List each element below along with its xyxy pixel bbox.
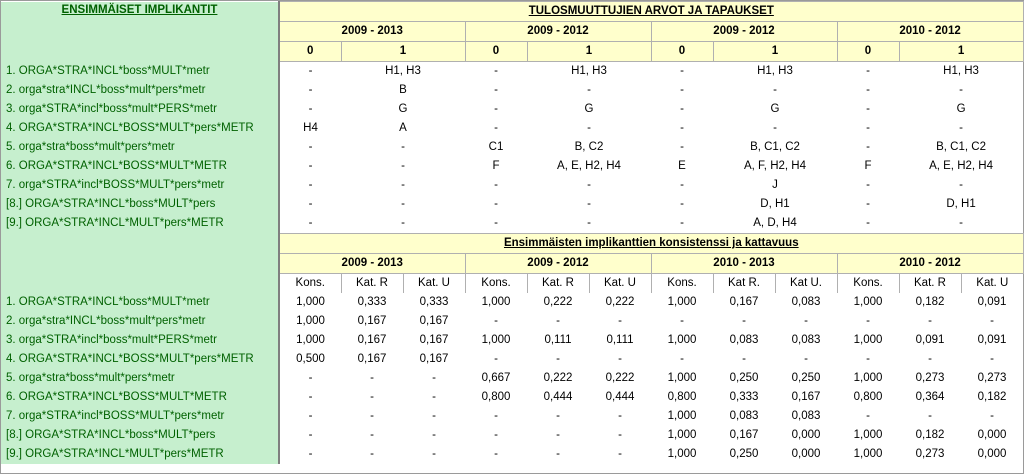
table-cell[interactable]: E [678,160,686,172]
table-cell[interactable]: J [772,179,778,191]
table-cell[interactable]: - [866,353,870,365]
table-cell[interactable]: 0,111 [544,334,572,346]
table-cell[interactable]: - [494,122,498,134]
subheader-cell[interactable]: Kat. U [961,274,1023,294]
implicant-label[interactable]: 2. orga*stra*INCL*boss*mult*pers*metr [1,312,279,331]
table-cell[interactable]: - [866,179,870,191]
table-cell[interactable]: - [556,315,560,327]
table-cell[interactable]: 0,083 [791,334,821,346]
table-cell[interactable]: 0,083 [791,410,821,422]
value-header[interactable]: 0 [465,42,527,62]
table-cell[interactable]: 1,000 [481,296,511,308]
table-cell[interactable]: - [990,410,994,422]
table-row [1,426,1023,445]
table-cell[interactable]: - [401,179,405,191]
table-cell[interactable]: - [308,84,313,96]
table-cell[interactable]: - [308,372,313,384]
table-cell[interactable]: 1,000 [853,334,883,346]
table-cell[interactable]: - [804,315,808,327]
table-row [1,331,1023,350]
table-row [1,119,1023,138]
table-cell[interactable]: H1, H3 [385,65,421,77]
table-cell[interactable]: G [584,103,594,115]
period-header[interactable]: 2009 - 2013 [279,254,465,274]
table-cell[interactable]: - [370,391,374,403]
period-header[interactable]: 2009 - 2012 [465,254,651,274]
table-cell[interactable]: - [370,372,374,384]
table-cell[interactable]: - [680,353,684,365]
table-row [1,407,1023,426]
subheader-cell[interactable]: Kat. R [899,274,961,294]
table-cell[interactable]: A, D, H4 [753,217,797,229]
table-cell[interactable]: 0,667 [481,372,511,384]
implicant-label[interactable]: 4. ORGA*STRA*INCL*BOSS*MULT*pers*METR [1,119,279,138]
table-cell[interactable]: 0,222 [543,372,573,384]
table-cell[interactable]: B, C1, C2 [936,141,986,153]
period-header[interactable]: 2009 - 2012 [651,22,837,42]
table-cell[interactable]: 1,000 [667,334,697,346]
table-cell[interactable]: - [308,160,313,172]
table-cell[interactable]: - [308,217,313,229]
table-row [1,100,1023,119]
table-cell[interactable]: - [618,315,622,327]
table-cell[interactable]: - [618,353,622,365]
table-cell[interactable]: 0,182 [915,429,945,441]
table-cell[interactable]: 0,800 [853,391,883,403]
table-cell[interactable]: - [680,198,684,210]
table-cell[interactable]: 0,250 [791,372,821,384]
table-cell[interactable]: - [587,84,591,96]
table-cell[interactable]: - [618,429,622,441]
table-cell[interactable]: 1,000 [296,315,325,327]
table-row [1,176,1023,195]
table-cell[interactable]: 0,091 [977,296,1007,308]
table-cell[interactable]: 0,222 [543,296,573,308]
table-row [1,214,1023,234]
table-cell[interactable]: - [432,391,436,403]
table-cell[interactable]: 0,167 [357,334,387,346]
table-cell[interactable]: - [680,122,684,134]
table-cell[interactable]: 0,273 [915,372,945,384]
table-cell[interactable]: 1,000 [296,296,325,308]
table-cell[interactable]: 0,500 [296,353,325,365]
value-header[interactable]: 1 [341,42,465,62]
table-cell[interactable]: 0,083 [791,296,821,308]
table-cell[interactable]: 0,333 [419,296,449,308]
table-cell[interactable]: 0,000 [791,448,821,460]
table-cell[interactable]: D, H1 [760,198,790,210]
table-cell[interactable]: 0,800 [481,391,511,403]
implicants-table [1,1,1024,464]
table-cell[interactable]: 1,000 [853,448,883,460]
table-cell[interactable]: - [401,141,405,153]
table-cell[interactable]: 0,273 [915,448,945,460]
table-cell[interactable]: - [370,429,374,441]
table-cell[interactable]: - [680,315,684,327]
table-cell[interactable]: 0,444 [543,391,573,403]
table-cell[interactable]: - [587,179,591,191]
implicant-label[interactable]: 3. orga*STRA*incl*boss*mult*PERS*metr [1,100,279,119]
table-cell[interactable]: 0,167 [357,353,387,365]
table-cell[interactable]: 0,364 [915,391,945,403]
table-cell[interactable]: 0,800 [667,391,697,403]
table-cell[interactable]: - [618,410,622,422]
table-cell[interactable]: 0,273 [977,372,1007,384]
subheader-cell[interactable]: Kat. R [527,274,589,294]
table-cell[interactable]: - [308,448,313,460]
value-header[interactable]: 1 [713,42,837,62]
implicant-label[interactable]: 2. orga*stra*INCL*boss*mult*pers*metr [1,81,279,100]
table-cell[interactable]: 0,250 [729,372,759,384]
table-cell[interactable]: - [556,448,560,460]
table-cell[interactable]: 0,222 [605,372,635,384]
table-cell[interactable]: 0,167 [729,429,759,441]
table-cell[interactable]: G [770,103,780,115]
table-cell[interactable]: - [401,198,405,210]
subheader-cell[interactable]: Kat R. [713,274,775,294]
table-cell[interactable]: A, E, H2, H4 [929,160,993,172]
table-cell[interactable]: - [680,141,684,153]
table-cell[interactable]: - [494,448,498,460]
table-cell[interactable]: 0,167 [729,296,759,308]
period-header[interactable]: 2010 - 2013 [651,254,837,274]
implicant-label[interactable]: 6. ORGA*STRA*INCL*BOSS*MULT*METR [1,388,279,407]
table-cell[interactable]: - [990,315,994,327]
table-cell[interactable]: - [773,122,777,134]
table-cell[interactable]: - [866,141,870,153]
table-cell[interactable]: - [680,84,684,96]
table-cell[interactable]: A, F, H2, H4 [744,160,806,172]
table-cell[interactable]: - [928,410,932,422]
table-cell[interactable]: 0,250 [729,448,759,460]
table-cell[interactable]: - [432,410,436,422]
table-cell[interactable]: H4 [303,122,318,134]
table-cell[interactable]: 1,000 [667,410,697,422]
implicant-label[interactable]: 1. ORGA*STRA*INCL*boss*MULT*metr [1,62,279,82]
table-cell[interactable]: 0,167 [419,334,449,346]
table-cell[interactable]: - [959,217,963,229]
table-cell[interactable]: - [587,122,591,134]
value-header[interactable]: 0 [279,42,341,62]
table-cell[interactable]: - [308,141,313,153]
table-cell[interactable]: A [399,122,407,134]
table-cell[interactable]: 0,167 [419,315,449,327]
table-cell[interactable]: - [928,315,932,327]
table-cell[interactable]: 0,000 [977,429,1007,441]
table-cell[interactable]: G [398,103,408,115]
table-cell[interactable]: 0,091 [977,334,1007,346]
table-cell[interactable]: 0,083 [729,334,759,346]
table-cell[interactable]: 1,000 [481,334,511,346]
table-cell[interactable]: 1,000 [667,429,697,441]
table-cell[interactable]: - [494,84,498,96]
section2-label-blank [1,234,279,294]
section2-title-row [1,234,1023,254]
table-cell[interactable]: 1,000 [667,296,697,308]
implicant-label[interactable]: 3. orga*STRA*incl*boss*mult*PERS*metr [1,331,279,350]
table-cell[interactable]: - [494,217,498,229]
table-cell[interactable]: 0,083 [729,410,759,422]
top-title[interactable]: TULOSMUUTTUJIEN ARVOT JA TAPAUKSET [279,2,1023,22]
table-cell[interactable]: H1, H3 [757,65,793,77]
table-row [1,157,1023,176]
table-cell[interactable]: 1,000 [853,429,883,441]
table-cell[interactable]: - [680,103,684,115]
table-cell[interactable]: - [866,217,870,229]
table-cell[interactable]: - [680,65,684,77]
section2-title[interactable]: Ensimmäisten implikanttien konsistenssi ja kattavuus [279,234,1023,254]
table-cell[interactable]: F [492,160,500,172]
table-cell[interactable]: - [308,391,313,403]
table-cell[interactable]: - [308,198,313,210]
subheader-cell[interactable]: Kons. [651,274,713,294]
table-cell[interactable]: 0,111 [606,334,634,346]
value-header[interactable]: 0 [837,42,899,62]
table-cell[interactable]: - [959,179,963,191]
table-cell[interactable]: B, C1, C2 [750,141,800,153]
implicant-label[interactable]: 1. ORGA*STRA*INCL*boss*MULT*metr [1,293,279,312]
table-cell[interactable]: - [494,179,498,191]
table-row [1,293,1023,312]
implicant-label[interactable]: [8.] ORGA*STRA*INCL*boss*MULT*pers [1,195,279,214]
implicant-label[interactable]: 7. orga*STRA*incl*BOSS*MULT*pers*metr [1,407,279,426]
table-row [1,312,1023,331]
table-cell[interactable]: 0,000 [791,429,821,441]
subheader-cell[interactable]: Kons. [279,274,341,294]
table-row [1,138,1023,157]
table-cell[interactable]: - [308,103,313,115]
table-cell[interactable]: - [494,65,498,77]
table-cell[interactable]: - [866,84,870,96]
table-cell[interactable]: A, E, H2, H4 [557,160,621,172]
table-cell[interactable]: - [680,179,684,191]
table-cell[interactable]: - [742,315,746,327]
table-cell[interactable]: 1,000 [853,296,883,308]
table-cell[interactable]: - [866,122,870,134]
subheader-cell[interactable]: Kat. U [589,274,651,294]
table-row [1,388,1023,407]
table-cell[interactable]: - [804,353,808,365]
table-cell[interactable]: - [587,217,591,229]
implicant-label[interactable]: 6. ORGA*STRA*INCL*BOSS*MULT*METR [1,157,279,176]
table-cell[interactable]: - [990,353,994,365]
header-row-title [1,2,1023,22]
implicant-label[interactable]: 4. ORGA*STRA*INCL*BOSS*MULT*pers*METR [1,350,279,369]
table-cell[interactable]: - [494,429,498,441]
table-cell[interactable]: - [494,315,498,327]
table-cell[interactable]: - [370,410,374,422]
table-cell[interactable]: 0,167 [791,391,821,403]
table-cell[interactable]: - [432,429,436,441]
table-cell[interactable]: 1,000 [667,372,697,384]
table-cell[interactable]: 0,333 [357,296,387,308]
table-row [1,195,1023,214]
table-cell[interactable]: - [773,84,777,96]
table-cell[interactable]: - [866,315,870,327]
table-cell[interactable]: - [959,122,963,134]
period-header[interactable]: 2010 - 2012 [837,22,1023,42]
table-cell[interactable]: - [432,372,436,384]
table-cell[interactable]: F [864,160,872,172]
table-cell[interactable]: - [556,353,560,365]
subheader-cell[interactable]: Kat. U [403,274,465,294]
subheader-cell[interactable]: Kons. [837,274,899,294]
implicant-label[interactable]: 5. orga*stra*boss*mult*pers*metr [1,138,279,157]
subheader-cell[interactable]: Kons. [465,274,527,294]
table-cell[interactable]: H1, H3 [943,65,979,77]
table-cell[interactable]: 0,444 [605,391,635,403]
table-row [1,62,1023,82]
left-title[interactable]: ENSIMMÄISET IMPLIKANTIT [1,2,279,62]
table-cell[interactable]: - [308,429,313,441]
table-cell[interactable]: - [494,353,498,365]
value-header[interactable]: 0 [651,42,713,62]
table-cell[interactable]: - [680,217,684,229]
table-cell[interactable]: 0,222 [605,296,635,308]
table-cell[interactable]: - [742,353,746,365]
table-cell[interactable]: 0,167 [357,315,387,327]
table-row [1,350,1023,369]
table-cell[interactable]: 1,000 [296,334,325,346]
table-cell[interactable]: - [308,65,313,77]
table-cell[interactable]: - [494,103,498,115]
table-cell[interactable]: G [956,103,966,115]
table-cell[interactable]: B [399,84,407,96]
table-row [1,445,1023,464]
period-header[interactable]: 2010 - 2012 [837,254,1023,274]
table-cell[interactable]: B, C2 [574,141,604,153]
table-body [1,2,1023,465]
table-row [1,369,1023,388]
table-cell[interactable]: 0,167 [419,353,449,365]
table-cell[interactable]: 0,182 [915,296,945,308]
table-cell[interactable]: 0,091 [915,334,945,346]
table-row [1,81,1023,100]
implicant-label[interactable]: [9.] ORGA*STRA*INCL*MULT*pers*METR [1,445,279,464]
table-cell[interactable]: - [494,198,498,210]
table-cell[interactable]: - [556,429,560,441]
table-cell[interactable]: - [401,217,405,229]
table-cell[interactable]: - [494,410,498,422]
table-cell[interactable]: 0,333 [729,391,759,403]
implicant-label[interactable]: 7. orga*STRA*incl*BOSS*MULT*pers*metr [1,176,279,195]
table-cell[interactable]: - [959,84,963,96]
subheader-cell[interactable]: Kat U. [775,274,837,294]
implicant-label[interactable]: [8.] ORGA*STRA*INCL*boss*MULT*pers [1,426,279,445]
implicant-label[interactable]: [9.] ORGA*STRA*INCL*MULT*pers*METR [1,214,279,234]
value-header[interactable]: 1 [899,42,1023,62]
table-cell[interactable]: - [556,410,560,422]
table-cell[interactable]: - [308,410,313,422]
value-header[interactable]: 1 [527,42,651,62]
table-cell[interactable]: - [866,103,870,115]
period-header[interactable]: 2009 - 2013 [279,22,465,42]
table-cell[interactable]: - [866,410,870,422]
subheader-cell[interactable]: Kat. R [341,274,403,294]
table-cell[interactable]: - [587,198,591,210]
table-cell[interactable]: 0,182 [977,391,1007,403]
table-cell[interactable]: D, H1 [946,198,976,210]
table-cell[interactable]: 1,000 [667,448,697,460]
period-header[interactable]: 2009 - 2012 [465,22,651,42]
table-cell[interactable]: C1 [488,141,504,153]
table-cell[interactable]: - [618,448,622,460]
table-cell[interactable]: - [308,179,313,191]
table-cell[interactable]: - [401,160,405,172]
table-cell[interactable]: - [866,65,870,77]
table-cell[interactable]: - [370,448,374,460]
table-cell[interactable]: - [432,448,436,460]
table-cell[interactable]: - [928,353,932,365]
table-cell[interactable]: - [866,198,870,210]
implicant-label[interactable]: 5. orga*stra*boss*mult*pers*metr [1,369,279,388]
table-cell[interactable]: H1, H3 [571,65,607,77]
table-cell[interactable]: 1,000 [853,372,883,384]
table-cell[interactable]: 0,000 [977,448,1007,460]
